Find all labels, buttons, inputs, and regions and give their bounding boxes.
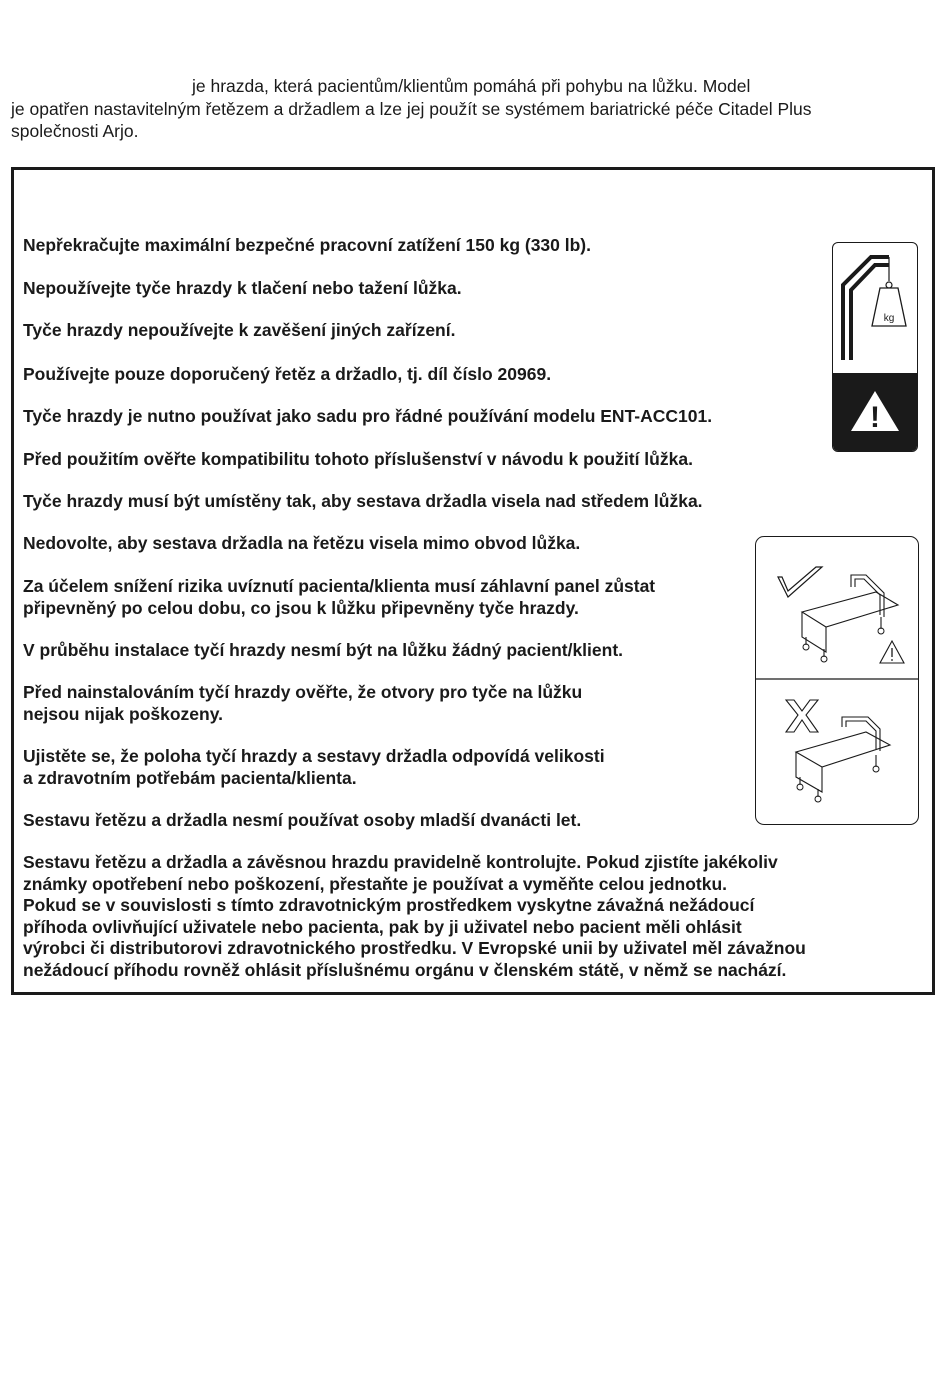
warning-7: Tyče hrazdy musí být umístěny tak, aby sestava držadla visela nad středem lůžka.	[23, 491, 703, 511]
warning-12: Ujistěte se, že poloha tyčí hrazdy a sestavy držadla odpovídá velikosti a zdravotním potřebám pacienta/klienta.	[23, 746, 605, 788]
warning-4: Používejte pouze doporučený řetěz a držadlo, tj. díl číslo 20969.	[23, 364, 552, 384]
warning-10: V průběhu instalace tyčí hrazdy nesmí být na lůžku žádný pacient/klient.	[23, 640, 624, 660]
intro-paragraph	[11, 75, 931, 143]
bed-position-pictogram	[755, 536, 919, 825]
warning-11: Před nainstalováním tyčí hrazdy ověřte, že otvory pro tyče na lůžku nejsou nijak poškozeny.	[23, 682, 583, 724]
warning-9: Za účelem snížení rizika uvíznutí pacienta/klienta musí záhlavní panel zůstat připevněný po celou dobu, co jsou k lůžku připevněny tyče hrazdy.	[23, 576, 656, 618]
warning-8: Nedovolte, aby sestava držadla na řetězu visela mimo obvod lůžka.	[23, 533, 581, 553]
warning-3: Tyče hrazdy nepoužívejte k zavěšení jiných zařízení.	[23, 320, 456, 340]
bed-incorrect-position-icon	[786, 700, 890, 802]
warning-1: Nepřekračujte maximální bezpečné pracovní zatížení 150 kg (330 lb).	[23, 235, 591, 255]
warning-13: Sestavu řetězu a držadla nesmí používat osoby mladší dvanácti let.	[23, 810, 582, 830]
warning-14: Sestavu řetězu a držadla a závěsnou hrazdu pravidelně kontrolujte. Pokud zjistíte jakékoliv známky opotřebení nebo poškození, přestaňte je používat a vyměňte celou jednotku. Pokud se v souvislosti s tímto zdravotnickým prostředkem vyskytne závažná nežádoucí příhoda ovlivňující uživatele nebo pacienta, pak by ji uživatel nebo pacient měli ohlásit výrobci či distributorovi zdravotnického prostředku. V Evropské unii by uživatel měl závažnou nežádoucí příhodu rovněž ohlásit příslušnému orgánu v členském státě, v němž se nachází.	[23, 852, 806, 980]
bed-correct-position-icon	[778, 567, 904, 663]
warning-box	[11, 167, 935, 995]
max-load-pictogram	[832, 242, 918, 452]
warning-6: Před použitím ověřte kompatibilitu tohoto příslušenství v návodu k použití lůžka.	[23, 449, 693, 469]
intro-line-3: společnosti Arjo.	[11, 121, 139, 141]
weight-kg-label: kg	[883, 313, 895, 324]
warning-exclamation: !	[870, 401, 880, 434]
warning-5: Tyče hrazdy je nutno používat jako sadu pro řádné používání modelu ENT-ACC101.	[23, 406, 713, 426]
intro-line-1: je hrazda, která pacientům/klientům pomáhá při pohybu na lůžku. Model	[192, 76, 751, 96]
hanging-weight-icon	[833, 243, 917, 451]
bed-position-icon	[756, 537, 918, 824]
intro-line-2: je opatřen nastavitelným řetězem a držadlem a lze jej použít se systémem bariatrické péče Citadel Plus	[11, 98, 812, 119]
warning-2: Nepoužívejte tyče hrazdy k tlačení nebo tažení lůžka.	[23, 278, 462, 298]
